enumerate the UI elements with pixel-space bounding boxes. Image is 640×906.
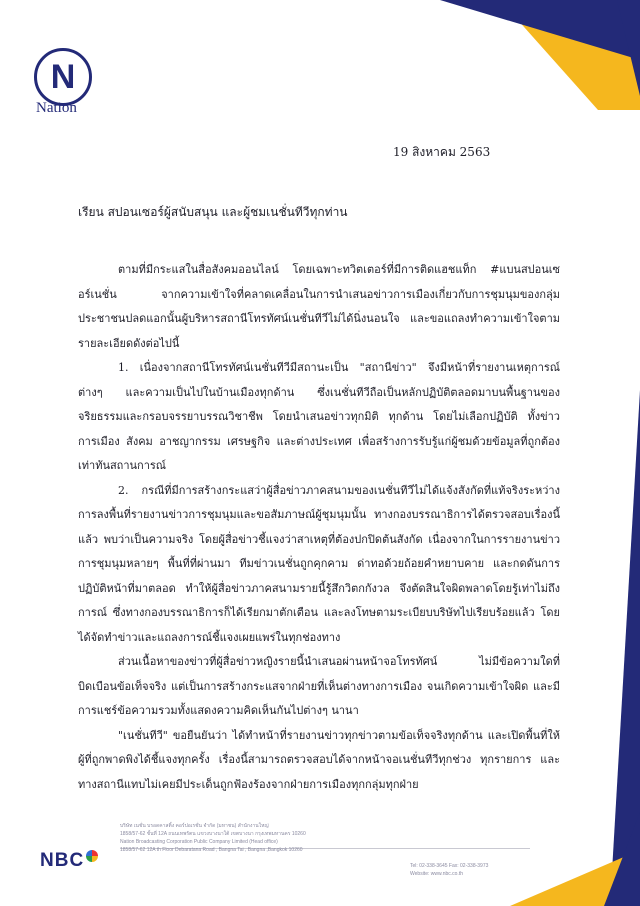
- footer-address: [120, 822, 380, 854]
- nation-logo-icon: [34, 48, 92, 106]
- brand-name: Nation: [36, 100, 77, 116]
- address-line: บริษัท เนชั่น บรอดคาสติ้ง คอร์ปอเรชั่น จำกัด (มหาชน) สำนักงานใหญ่: [120, 823, 269, 829]
- nbc-logo: NBC: [40, 850, 85, 871]
- letter-date: 19 สิงหาคม 2563: [393, 145, 491, 159]
- nbc-color-mark-icon: [86, 850, 98, 862]
- address-line: Nation Broadcasting Corporation Public Company Limited (Head office): [120, 839, 278, 845]
- letter-body: [78, 258, 560, 797]
- paragraph-content: ส่วนเนื้อหาของข่าวที่ผู้สื่อข่าวหญิงรายนี้นำเสนอผ่านหน้าจอโทรทัศน์ ไม่มีข้อความใดที่บิดเบือนข้อเท็จจริง แต่เป็นการสร้างกระแสจากฝ่ายที่เห็นต่างทางการเมือง จนเกิดความเข้าใจผิด และมีการแชร์ข้อความรวมทั้งแสดงความคิดเห็นกันไปต่างๆ นานา: [78, 655, 560, 717]
- corner-band-dark: [440, 0, 640, 60]
- paragraph-intro: ตามที่มีกระแสในสื่อสังคมออนไลน์ โดยเฉพาะทวิตเตอร์ที่มีการติดแฮชแท็ก #แบนสปอนเซอร์เนชั่น จากความเข้าใจที่คลาดเคลื่อนในการนำเสนอข่าวการเมืองเกี่ยวกับการชุมนุมของกลุ่มประชาชนปลดแอกนั้นผู้บริหารสถานีโทรทัศน์เนชั่นทีวีไม่ได้นิ่งนอนใจ และขอแถลงทำความเข้าใจตามรายละเอียดดังต่อไปนี้: [78, 263, 560, 350]
- address-line: 1858/57-62 12A th Floor Debaratana Road , Bangna Tai , Bangna ,Bangkok 10260: [120, 847, 303, 853]
- salutation: เรียน สปอนเซอร์ผู้สนับสนุน และผู้ชมเนชั่นทีวีทุกท่าน: [78, 205, 348, 219]
- footer-contact: [410, 862, 550, 878]
- paragraph-point-1: 1. เนื่องจากสถานีโทรทัศน์เนชั่นทีวีมีสถานะเป็น "สถานีข่าว" จึงมีหน้าที่รายงานเหตุการณ์ต่างๆ และความเป็นไปในบ้านเมืองทุกด้าน ซึ่งเนชั่นทีวีถือเป็นหลักปฏิบัติตลอดมาบนพื้นฐานของจริยธรรมและกรอบจรรยาบรรณวิชาชีพ โดยนำเสนอข่าวทุกมิติ ทุกด้าน โดยไม่เลือกปฏิบัติ ทั้งข่าวการเมือง สังคม อาชญากรรม เศรษฐกิจ และต่างประเทศ เพื่อสร้างการรับรู้แก่ผู้ชมด้วยข้อมูลที่ถูกต้อง เท่าทันสถานการณ์: [78, 361, 560, 472]
- paragraph-closing: "เนชั่นทีวี" ขอยืนยันว่า ได้ทำหน้าที่รายงานข่าวทุกข่าวตามข้อเท็จจริงทุกด้าน และเปิดพื้นที่ให้ผู้ที่ถูกพาดพิงได้ชี้แจงทุกครั้ง เรื่องนี้สามารถตรวจสอบได้จากหน้าจอเนชั่นทีวีทุกช่วง ทุกรายการ และทางสถานีแทบไม่เคยมีประเด็นถูกฟ้องร้องจากฝ่ายการเมืองทุกกลุ่มทุกฝ่าย: [78, 728, 560, 791]
- logo-letter: N: [50, 58, 76, 96]
- contact-website: Website: www.nbc.co.th: [410, 871, 463, 877]
- paragraph-point-2: 2. กรณีที่มีการสร้างกระแสว่าผู้สื่อข่าวภาคสนามของเนชั่นทีวีไม่ได้แจ้งสังกัดที่แท้จริงระหว่างการลงพื้นที่รายงานข่าวการชุมนุมและขอสัมภาษณ์ผู้ชุมนุมนั้น ทางกองบรรณาธิการได้ตรวจสอบเรื่องนี้แล้ว พบว่าเป็นความจริง โดยผู้สื่อข่าวชี้แจงว่าสาเหตุที่ต้องปกปิดต้นสังกัด เนื่องจากในการรายงานข่าวการชุมนุมหลายๆ พื้นที่ที่ผ่านมา ทีมข่าวเนชั่นถูกคุกคาม ด่าทอด้วยถ้อยคำหยาบคาย และกดดันการปฏิบัติหน้าที่มาตลอด ทำให้ผู้สื่อข่าวภาคสนามรายนี้รู้สึกวิตกกังวล จึงตัดสินใจผิดพลาดโดยรู้เท่าไม่ถึงการณ์ ซึ่งทางกองบรรณาธิการก็ได้เรียกมาตักเตือน และลงโทษตามระเบียบบริษัทไปเรียบร้อยแล้ว โดยได้จัดทำข่าวและแถลงการณ์ชี้แจงเผยแพร่ในทุกช่องทาง: [78, 483, 560, 644]
- contact-phone: Tel: 02-338-3645 Fax: 02-338-3973: [410, 863, 489, 869]
- address-line: 1858/57-62 ชั้นที่ 12A ถนนเทพรัตน แขวงบางนาใต้ เขตบางนา กรุงเทพมหานคร 10260: [120, 831, 306, 837]
